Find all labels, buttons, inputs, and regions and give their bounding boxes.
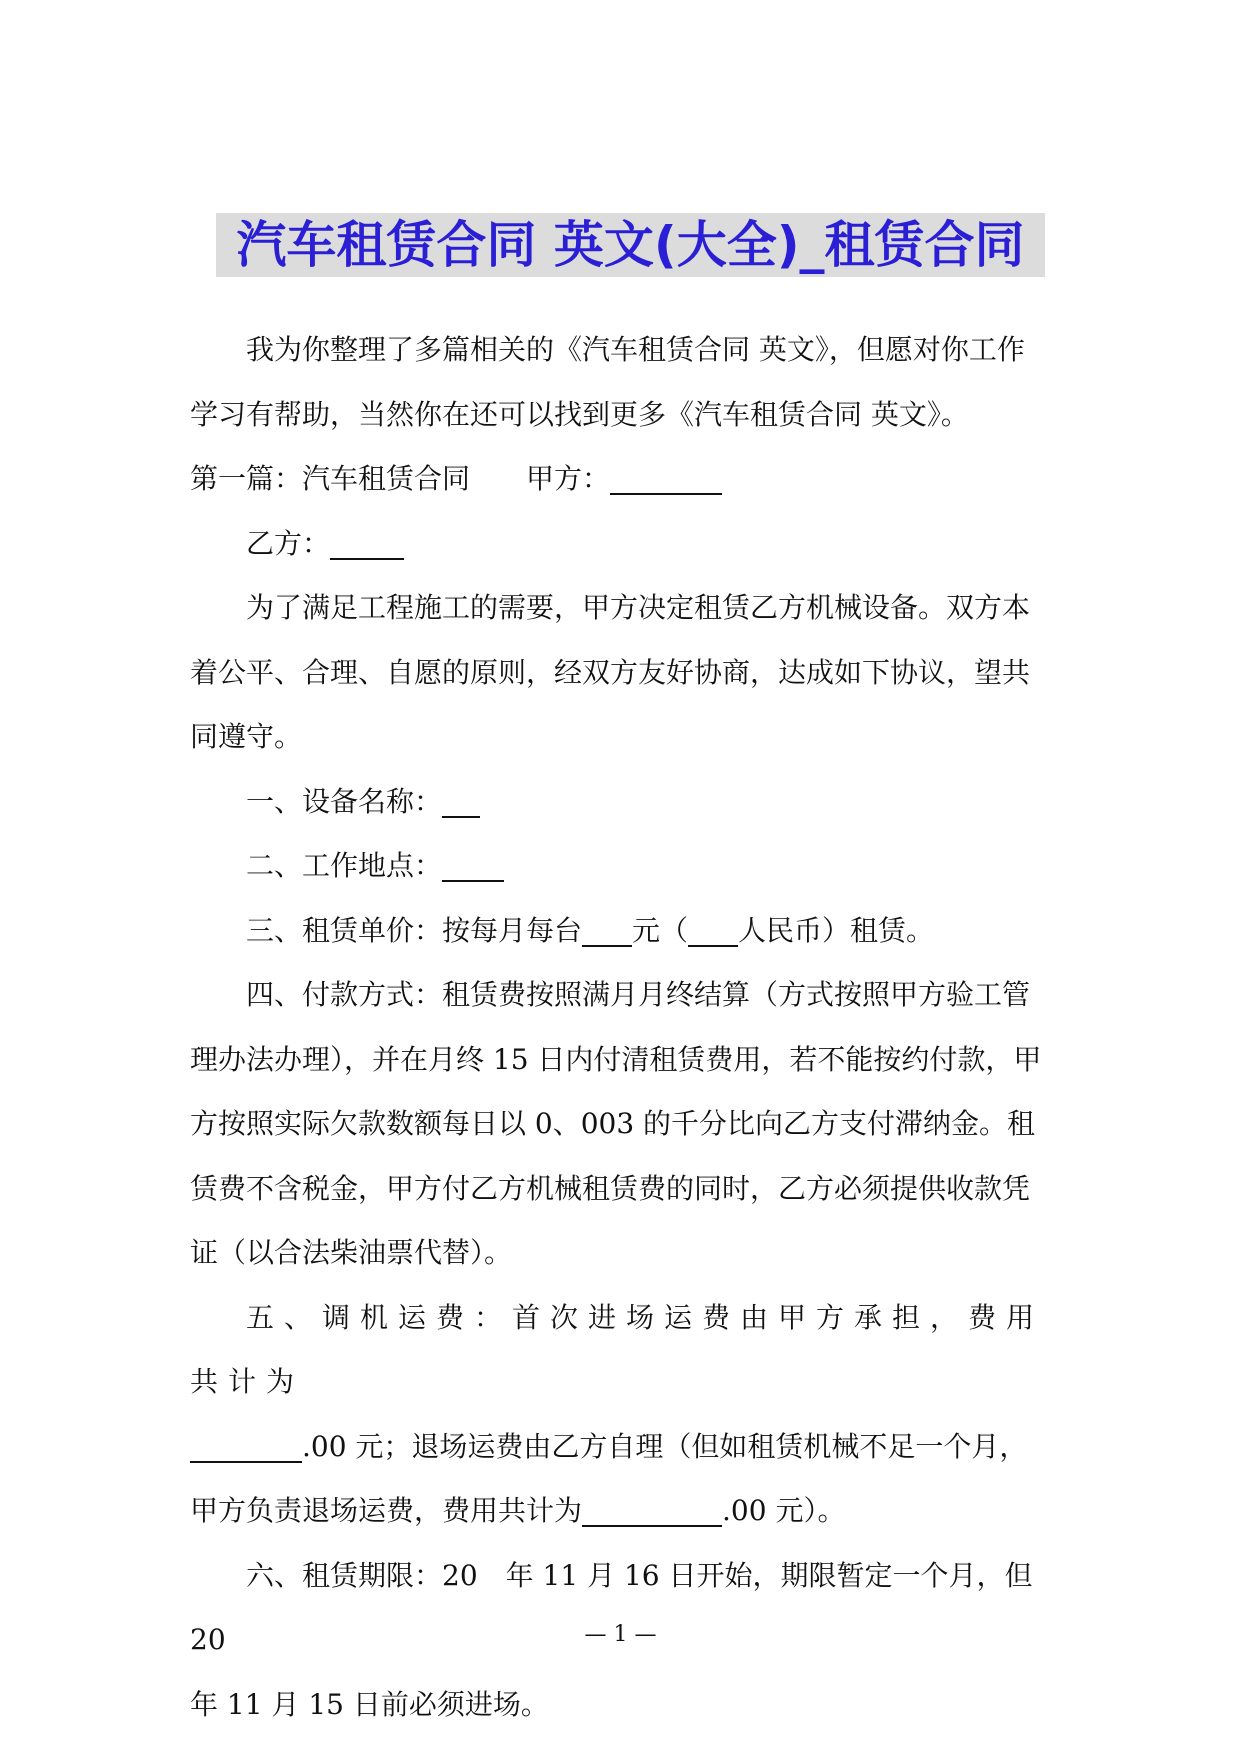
clause-4-line-3: 方按照实际欠款数额每日以 0、003 的千分比向乙方支付滞纳金。租 xyxy=(190,1107,1036,1140)
clause-6-text-b: 年 11 月 16 日开始，期限暂定一个月，但 20 xyxy=(190,1558,1033,1656)
clause-5-blank-2 xyxy=(582,1496,722,1527)
clause-6-line-2: 年 11 月 15 日前必须进场。 xyxy=(190,1687,549,1721)
intro-line-2: 学习有帮助，当然你在还可以找到更多《汽车租赁合同 英文》。 xyxy=(190,397,969,431)
clause-5-text-d: .00 元）。 xyxy=(722,1494,846,1527)
clause-3-text-b: 元（ xyxy=(632,913,689,947)
clause-6-line-1 xyxy=(190,1544,1070,1673)
clause-5-line-3 xyxy=(190,1479,1070,1544)
page-number: — 1 — xyxy=(584,1622,657,1647)
preamble-line-3: 同遵守。 xyxy=(190,720,303,753)
document-body xyxy=(190,318,1070,1737)
party-b-label: 乙方： xyxy=(246,526,331,560)
preamble-line-2: 着公平、合理、自愿的原则，经双方友好协商，达成如下协议，望共 xyxy=(190,655,1031,689)
party-b-blank xyxy=(330,528,404,559)
clause-5-line-2 xyxy=(190,1415,1070,1480)
clause-3-blank-2 xyxy=(688,915,738,946)
clause-1-text: 一、设备名称： xyxy=(246,784,443,818)
clause-4-line-1: 四、付款方式：租赁费按照满月月终结算（方式按照甲方验工管 xyxy=(246,978,1031,1011)
chapter-heading xyxy=(190,447,1070,512)
clause-2 xyxy=(190,834,1070,899)
clause-6-text-a: 六、租赁期限：20 xyxy=(246,1558,478,1592)
chapter-label: 第一篇：汽车租赁合同 xyxy=(190,462,471,495)
party-b-line xyxy=(190,512,1070,577)
clause-5-text-b: .00 元；退场运费由乙方自理（但如租赁机械不足一个月， xyxy=(302,1429,1028,1463)
clause-4-line-4: 赁费不含税金，甲方付乙方机械租赁费的同时，乙方必须提供收款凭 xyxy=(190,1171,1031,1205)
clause-3-text-a: 三、租赁单价：按每月每台 xyxy=(246,913,583,947)
clause-2-blank xyxy=(442,851,504,882)
clause-5-line-1: 五、调机运费：首次进场运费由甲方承担，费用共计为 xyxy=(190,1300,1045,1398)
clause-3 xyxy=(190,899,1070,964)
clause-2-text: 二、工作地点： xyxy=(246,849,443,882)
clause-1 xyxy=(190,770,1070,835)
clause-4-line-5: 证（以合法柴油票代替）。 xyxy=(190,1236,513,1269)
clause-3-text-c: 人民币）租赁。 xyxy=(738,913,935,947)
clause-5-blank-1 xyxy=(190,1431,302,1462)
party-a-label: 甲方： xyxy=(526,462,611,495)
preamble-line-1: 为了满足工程施工的需要，甲方决定租赁乙方机械设备。双方本 xyxy=(246,591,1031,624)
clause-1-blank xyxy=(442,786,480,817)
clause-4-line-2: 理办法办理），并在月终 15 日内付清租赁费用，若不能按约付款，甲 xyxy=(190,1042,1042,1076)
clause-3-blank-1 xyxy=(582,915,632,946)
clause-5-text-c: 甲方负责退场运费，费用共计为 xyxy=(190,1494,583,1527)
document-title: 汽车租赁合同 英文(大全)_租赁合同 xyxy=(216,213,1045,277)
party-a-blank xyxy=(610,464,722,495)
intro-line-1: 我为你整理了多篇相关的《汽车租赁合同 英文》，但愿对你工作 xyxy=(246,333,1025,366)
